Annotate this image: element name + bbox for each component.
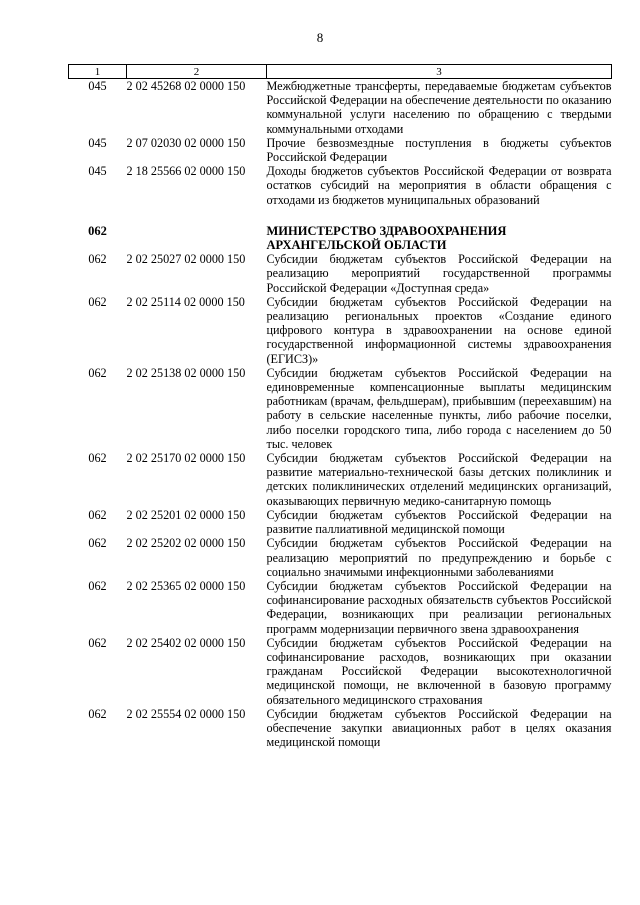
admin-code: 062 bbox=[88, 706, 107, 721]
table-row bbox=[69, 636, 612, 707]
table-row bbox=[69, 295, 612, 366]
section-spacer bbox=[69, 207, 612, 224]
admin-code: 045 bbox=[88, 79, 107, 93]
admin-code: 062 bbox=[88, 294, 107, 309]
table-row bbox=[69, 164, 612, 207]
revenue-code: 2 02 45268 02 0000 150 bbox=[126, 79, 246, 93]
table-row bbox=[69, 136, 612, 164]
revenue-code: 2 02 25365 02 0000 150 bbox=[126, 578, 246, 593]
column-header-1: 1 bbox=[69, 65, 127, 79]
revenue-code: 2 02 25402 02 0000 150 bbox=[126, 635, 246, 650]
page-number: 8 bbox=[316, 30, 324, 45]
admin-code: 062 bbox=[88, 365, 107, 380]
revenue-description: Субсидии бюджетам субъектов Российской Федерации на реализацию мероприятий государственной программы Российской Федерации «Доступная среда» bbox=[266, 252, 612, 295]
revenue-code: 2 02 25202 02 0000 150 bbox=[126, 536, 246, 551]
revenue-description: Субсидии бюджетам субъектов Российской Федерации на развитие паллиативной медицинской помощи bbox=[266, 507, 612, 537]
revenue-description: Доходы бюджетов субъектов Российской Федерации от возврата остатков субсидий на мероприятия в области обращения с отходами из бюджетов муниципальных образований bbox=[266, 164, 612, 207]
table-row bbox=[69, 579, 612, 636]
revenue-code: 2 02 25554 02 0000 150 bbox=[126, 706, 246, 721]
table-row bbox=[69, 707, 612, 750]
revenue-code: 2 02 25138 02 0000 150 bbox=[126, 365, 246, 380]
revenue-codes-table bbox=[68, 64, 612, 749]
table-row bbox=[69, 366, 612, 451]
table-body bbox=[69, 79, 612, 750]
admin-code: 045 bbox=[88, 135, 107, 150]
revenue-code: 2 02 25114 02 0000 150 bbox=[126, 294, 245, 309]
ministry-title: МИНИСТЕРСТВО ЗДРАВООХРАНЕНИЯ АРХАНГЕЛЬСКОЙ ОБЛАСТИ bbox=[266, 223, 507, 253]
revenue-description: Субсидии бюджетам субъектов Российской Федерации на реализацию региональных проектов «Создание единого цифрового контура в здравоохранении на основе единой государственной информационной системы здравоохранения (ЕГИСЗ)» bbox=[266, 294, 612, 366]
revenue-description: Субсидии бюджетам субъектов Российской Федерации на единовременные компенсационные выплаты медицинским работникам (врачам, фельдшерам), прибывшим (переехавшим) на работу в сельские населенные пункты, либо рабочие поселки, либо поселки городского типа, либо города с населением до 50 тыс. человек bbox=[266, 365, 612, 451]
ministry-heading-row bbox=[69, 224, 612, 252]
admin-code: 062 bbox=[88, 635, 107, 650]
admin-code: 045 bbox=[88, 164, 107, 179]
revenue-description: Субсидии бюджетам субъектов Российской Федерации на софинансирование расходных обязательств субъектов Российской Федерации, возникающих при реализации региональных программ модернизации первичного звена здравоохранения bbox=[266, 578, 612, 636]
column-header-3: 3 bbox=[267, 65, 612, 79]
revenue-code: 2 02 25201 02 0000 150 bbox=[126, 507, 246, 522]
revenue-description: Прочие безвозмездные поступления в бюджеты субъектов Российской Федерации bbox=[266, 135, 612, 165]
admin-code: 062 bbox=[88, 252, 107, 267]
revenue-description: Межбюджетные трансферты, передаваемые бюджетам субъектов Российской Федерации на обеспечение деятельности по оказанию коммунальной услуги населению по обращению с твердыми коммунальными отходами bbox=[266, 79, 612, 136]
table-row bbox=[69, 451, 612, 508]
revenue-description: Субсидии бюджетам субъектов Российской Федерации на софинансирование расходов, возникающих при оказании гражданам Российской Федерации высокотехнологичной медицинской помощи, не включенной в базовую программу обязательного медицинского страхования bbox=[266, 635, 612, 707]
table-row bbox=[69, 508, 612, 536]
admin-code: 062 bbox=[88, 451, 107, 466]
column-header-2: 2 bbox=[127, 65, 267, 79]
revenue-code: 2 02 25170 02 0000 150 bbox=[126, 451, 246, 466]
admin-code: 062 bbox=[88, 507, 107, 522]
table-row bbox=[69, 79, 612, 136]
revenue-code: 2 18 25566 02 0000 150 bbox=[126, 164, 246, 179]
admin-code: 062 bbox=[88, 536, 107, 551]
revenue-code: 2 07 02030 02 0000 150 bbox=[126, 135, 246, 150]
revenue-description: Субсидии бюджетам субъектов Российской Федерации на реализацию мероприятий по предупреждению и борьбе с социально значимыми инфекционными заболеваниями bbox=[266, 536, 612, 579]
revenue-description: Субсидии бюджетам субъектов Российской Федерации на обеспечение закупки авиационных работ в целях оказания медицинской помощи bbox=[266, 706, 612, 750]
table-row bbox=[69, 252, 612, 295]
revenue-description: Субсидии бюджетам субъектов Российской Федерации на развитие материально-технической базы детских поликлиник и детских поликлинических отделений медицинских организаций, оказывающих первичную медико-санитарную помощь bbox=[266, 451, 612, 508]
revenue-code: 2 02 25027 02 0000 150 bbox=[126, 252, 246, 267]
table-header bbox=[69, 65, 612, 79]
admin-code: 062 bbox=[88, 578, 107, 593]
table-row bbox=[69, 536, 612, 579]
ministry-admin-code: 062 bbox=[88, 223, 107, 238]
